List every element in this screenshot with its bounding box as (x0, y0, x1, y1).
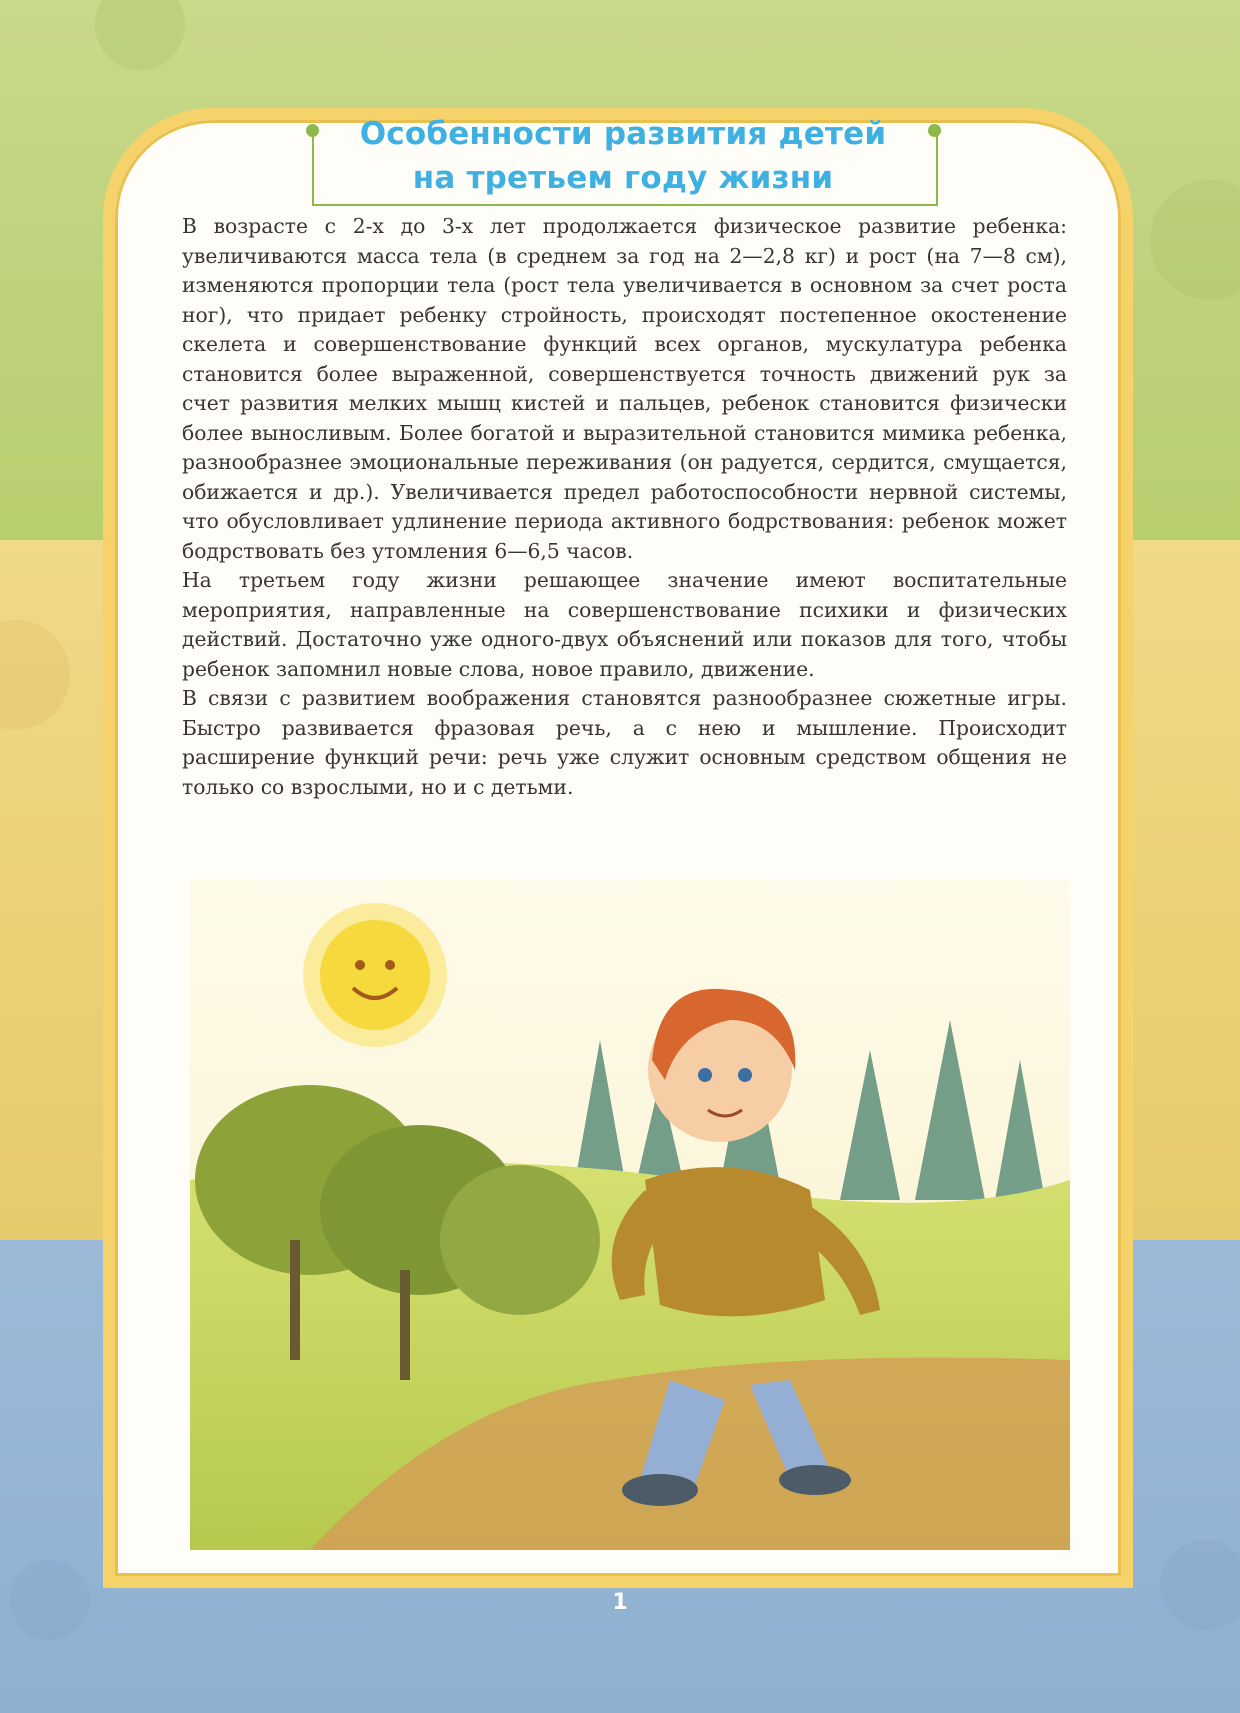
page-title-line-1: Особенности развития детей (359, 116, 887, 152)
page-title (312, 112, 934, 200)
paragraph: В возрасте с 2-х до 3-х лет продолжается физическое развитие ребенка: увеличиваются масса тела (в среднем за год на 2—2,8 кг) и рост (на 7—8 см), изменяются пропорции тела (рост тела увеличивается в основном за счет роста ног), что придает ребенку стройность, происходят постепенное окостенение скелета и совершенствование функций всех органов, мускулатура ребенка становится более выраженной, совершенствуется точность движений рук за счет развития мелких мышц кистей и пальцев, ребенок становится физически более выносливым. Более богатой и выразительной становится мимика ребенка, разнообразнее эмоциональные переживания (он радуется, сердится, смущается, обижается и др.). Увеличивается предел работоспособности нервной системы, что обусловливает удлинение периода активного бодрствования: ребенок может бодрствовать без утомления 6—6,5 часов. (182, 214, 1067, 563)
page-title-line-2: на третьем году жизни (412, 160, 834, 196)
illustration-boy-walking (190, 880, 1070, 1550)
paragraph: В связи с развитием воображения становятся разнообразнее сюжетные игры. Быстро развивается фразовая речь, а с нею и мышление. Происходит расширение функций речи: речь уже служит основным средством общения не только со взрослыми, но и с детьми. (182, 686, 1067, 799)
paragraph: На третьем году жизни решающее значение имеют воспитательные мероприятия, направленные на совершенствование психики и физических действий. Достаточно уже одного-двух объяснений или показов для того, чтобы ребенок запомнил новые слова, новое правило, движение. (182, 568, 1067, 681)
sun (303, 903, 447, 1047)
page-number: 1 (612, 1590, 628, 1615)
ball-decoration (1160, 1540, 1240, 1630)
body-text (182, 212, 1067, 802)
ball-decoration (10, 1560, 90, 1640)
